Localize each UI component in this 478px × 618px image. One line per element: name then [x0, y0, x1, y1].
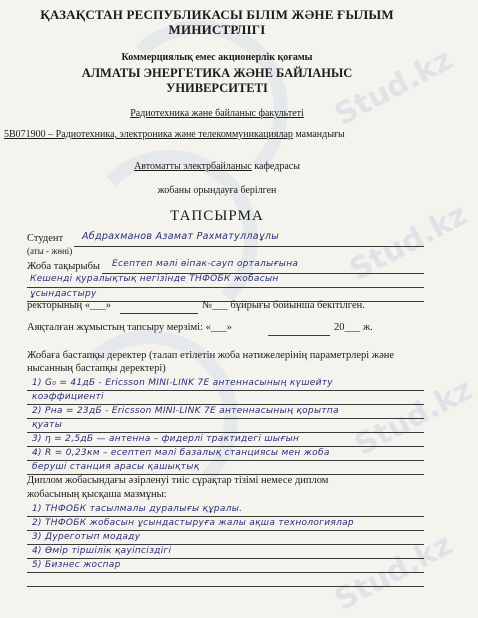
questions-rule-1 [27, 516, 424, 517]
faculty: Радиотехника және байланыс факультеті [130, 108, 304, 119]
watermark-text: Stud.kz [344, 197, 474, 288]
initial-data-item: 1) G₀ = 41дБ - Ericsson MINI-LINK 7E антеннасының күшейту [32, 378, 333, 388]
watermark-text: Stud.kz [349, 372, 478, 463]
org-type: Коммерциялық емес акционерлік қоғамы [121, 52, 313, 63]
topic-label: Жоба тақырыбы [27, 261, 100, 272]
question-item: 3) Дуреготып модаду [32, 532, 141, 542]
question-item: 4) Өмір тіршілік қауіпсіздігі [32, 546, 172, 556]
initial-data-heading: Жобаға бастапқы деректер (талап етілетін жоба нәтижелерінің параметрлері және нысанның бастапқы деректері) [27, 350, 395, 374]
initial-rule-5 [27, 446, 424, 447]
initial-data-item: қуаты [32, 420, 63, 430]
deadline-rule [268, 335, 330, 336]
ministry-line-1: ҚАЗАҚСТАН РЕСПУБЛИКАСЫ БІЛІМ ЖӘНЕ ҒЫЛЫМ [40, 7, 394, 22]
questions-rule-2 [27, 530, 424, 531]
questions-heading-1: Диплом жобасындағы әзірленуі тиіс сұрақтар тізімі немесе диплом [27, 475, 329, 486]
topic-rule-2 [27, 287, 424, 288]
initial-data-item: 4) R = 0,23км – есептеп мәлі базалық станциясы мен жоба [32, 448, 330, 458]
deadline-label: Аяқталған жұмыстың тапсыру мерзімі: «___» [27, 322, 232, 333]
rector-prefix: ректорының «___» [27, 300, 112, 311]
initial-rule-3 [27, 418, 424, 419]
deadline-year: 20___ ж. [334, 322, 373, 333]
questions-heading-2: жобасының қысқаша мазмұны: [27, 489, 167, 500]
question-item: 1) ТНФОБК тасылмалы дуралығы құралы. [32, 504, 243, 514]
initial-data-item: коэффициенті [32, 392, 104, 402]
student-hint: (аты - жөні) [27, 246, 73, 256]
department-suffix: кафедрасы [254, 161, 300, 172]
specialty-suffix: мамандығы [295, 129, 345, 140]
rector-date-rule [120, 313, 198, 314]
purpose: жобаны орындауға берілген [157, 185, 277, 196]
student-rule [74, 246, 424, 247]
watermark-text: Stud.kz [329, 527, 459, 618]
questions-rule-3 [27, 544, 424, 545]
specialty [4, 129, 345, 140]
question-item: 5) Бизнес жоспар [32, 560, 121, 570]
topic-line-3: ұсындастыру [30, 289, 97, 299]
initial-data-item: 3) η = 2,5дБ — антенна – фидерлі трактидегі шығын [32, 434, 300, 444]
initial-rule-6 [27, 460, 424, 461]
university-line-1: АЛМАТЫ ЭНЕРГЕТИКА ЖӘНЕ БАЙЛАНЫС [81, 66, 353, 80]
watermark-text: Stud.kz [329, 42, 459, 133]
initial-rule-1 [27, 390, 424, 391]
questions-rule-6 [27, 586, 424, 587]
questions-rule-4 [27, 558, 424, 559]
questions-rule-5 [27, 572, 424, 573]
ministry-line-2: МИНИСТРЛІГІ [168, 22, 266, 37]
department [0, 161, 434, 173]
initial-rule-2 [27, 404, 424, 405]
student-name: Абдрахманов Азамат Рахматуллаұлы [82, 231, 280, 242]
initial-rule-4 [27, 432, 424, 433]
topic-line-1: Есептеп мәлі өіпак-сауп орталығына [112, 259, 299, 269]
rector-number: №___ бұйрығы бойынша бекітілген. [202, 300, 365, 311]
document-title: ТАПСЫРМА [170, 208, 264, 224]
question-item: 2) ТНФОБК жобасын ұсындастыруға жалы ақша технологиялар [32, 518, 354, 528]
topic-line-2: Кешенді қуралықтық негізінде ТНФОБК жобасын [30, 274, 279, 284]
initial-data-item: 2) Рна = 23дБ - Ericsson MINI-LINK 7E антеннасының қорытпа [32, 406, 339, 416]
initial-data-item: берушi станция арасы қашықтық [32, 462, 200, 472]
department-name: Автоматты электрбайланыс [134, 161, 252, 172]
student-label: Студент [27, 233, 64, 244]
specialty-code: 5В071900 – Радиотехника, электроника және телекоммуникациялар [4, 129, 293, 140]
university-line-2: УНИВЕРСИТЕТІ [166, 81, 268, 95]
